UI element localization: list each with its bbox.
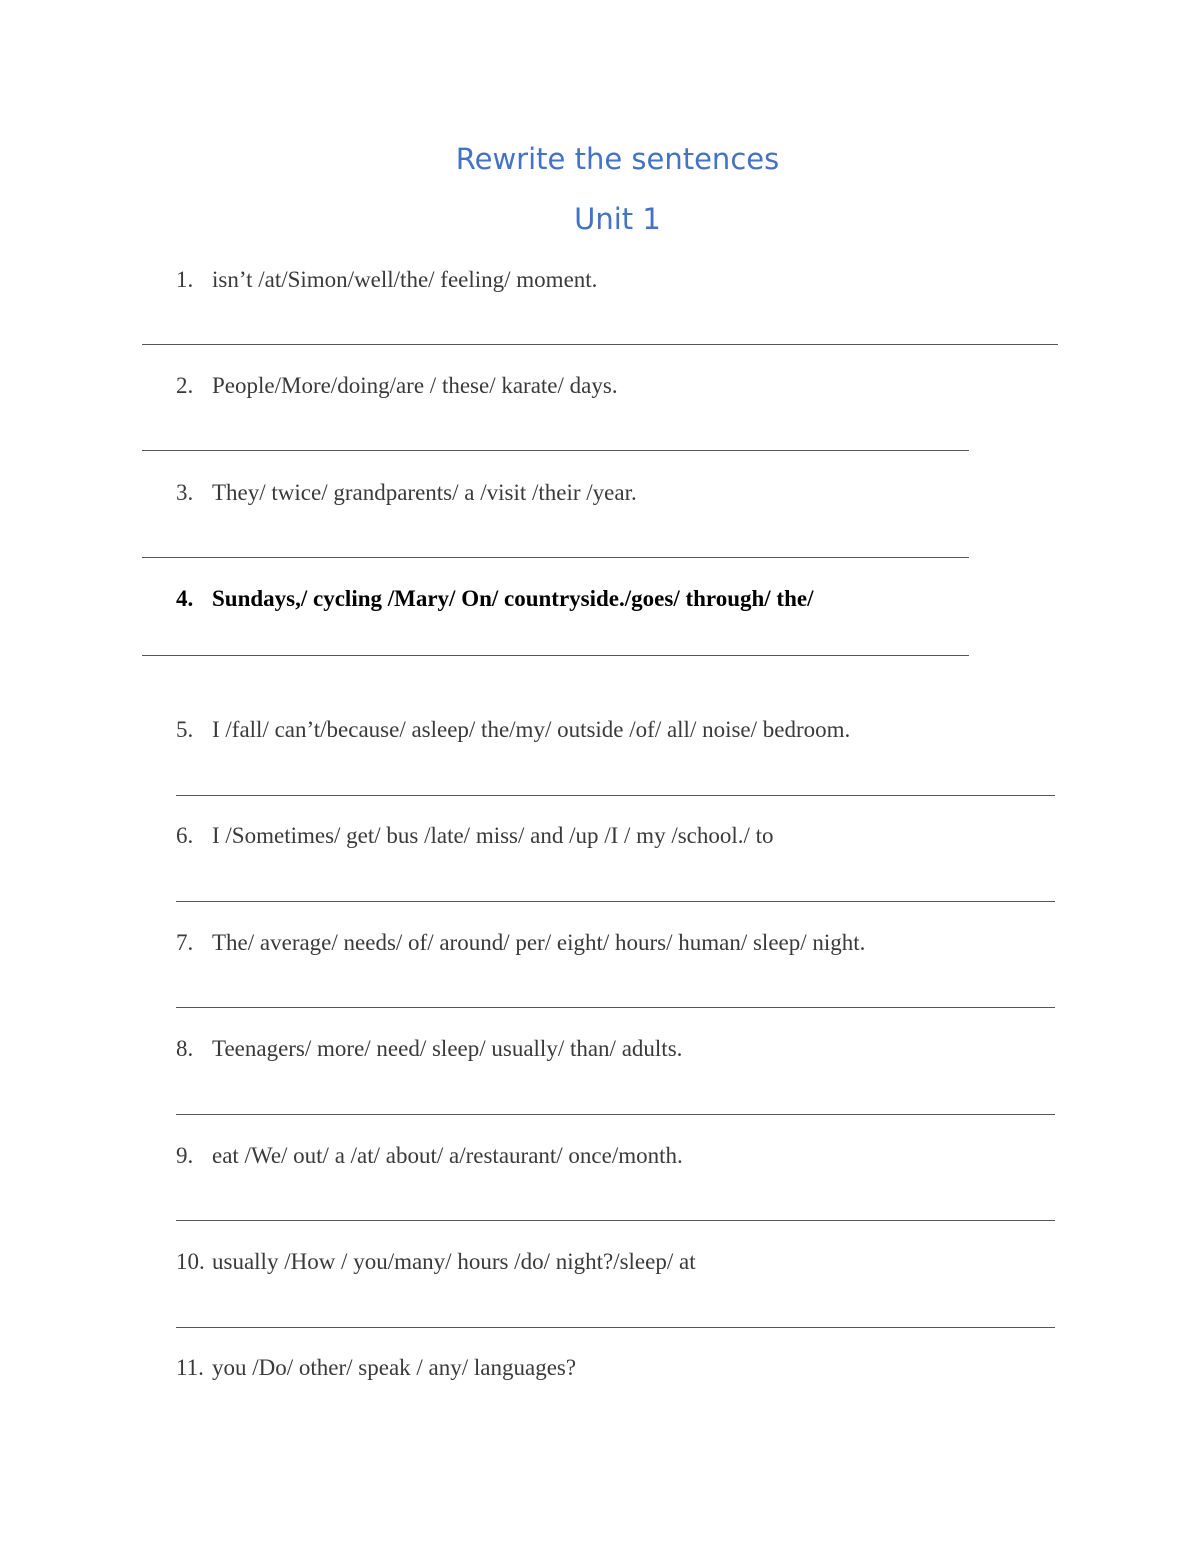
exercise-item [176,268,597,291]
item-text: usually /How / you/many/ hours /do/ night?/sleep/ at [212,1249,696,1274]
item-number: 9. [176,1143,194,1168]
answer-line[interactable] [176,1327,1055,1328]
unit-subtitle: Unit 1 [574,202,661,236]
item-number: 10. [176,1249,205,1274]
item-text: you /Do/ other/ speak / any/ languages? [212,1355,577,1380]
item-number: 2. [176,373,194,398]
exercise-item [176,824,774,847]
answer-line[interactable] [176,1114,1055,1115]
item-text: eat /We/ out/ a /at/ about/ a/restaurant/ once/month. [212,1143,683,1168]
item-text: I /fall/ can’t/because/ asleep/ the/my/ outside /of/ all/ noise/ bedroom. [212,717,851,742]
item-text: The/ average/ needs/ of/ around/ per/ eight/ hours/ human/ sleep/ night. [212,930,866,955]
exercise-item [176,374,618,397]
item-text: Sundays,/ cycling /Mary/ On/ countryside./goes/ through/ the/ [212,586,814,611]
exercise-item [176,1037,682,1060]
item-number: 5. [176,717,194,742]
item-number: 7. [176,930,194,955]
answer-line[interactable] [142,655,969,656]
item-text: Teenagers/ more/ need/ sleep/ usually/ than/ adults. [212,1036,683,1061]
item-number: 4. [176,586,194,611]
item-text: They/ twice/ grandparents/ a /visit /their /year. [212,480,637,505]
exercise-item [176,481,637,504]
answer-line[interactable] [142,344,1058,345]
answer-line[interactable] [176,795,1055,796]
answer-line[interactable] [176,1220,1055,1221]
item-number: 3. [176,480,194,505]
item-number: 1. [176,267,194,292]
answer-line[interactable] [142,557,969,558]
exercise-item [176,587,813,610]
item-number: 8. [176,1036,194,1061]
item-text: People/More/doing/are / these/ karate/ days. [212,373,618,398]
answer-line[interactable] [176,901,1055,902]
item-text: isn’t /at/Simon/well/the/ feeling/ moment. [212,267,598,292]
answer-line[interactable] [176,1007,1055,1008]
item-text: I /Sometimes/ get/ bus /late/ miss/ and /up /I / my /school./ to [212,823,774,848]
answer-line[interactable] [142,450,969,451]
item-number: 6. [176,823,194,848]
exercise-item [176,1144,683,1167]
exercise-item [176,718,850,741]
exercise-item [176,1356,576,1379]
page-title: Rewrite the sentences [455,142,780,176]
exercise-item [176,1250,696,1273]
exercise-item [176,931,865,954]
item-number: 11. [176,1355,204,1380]
